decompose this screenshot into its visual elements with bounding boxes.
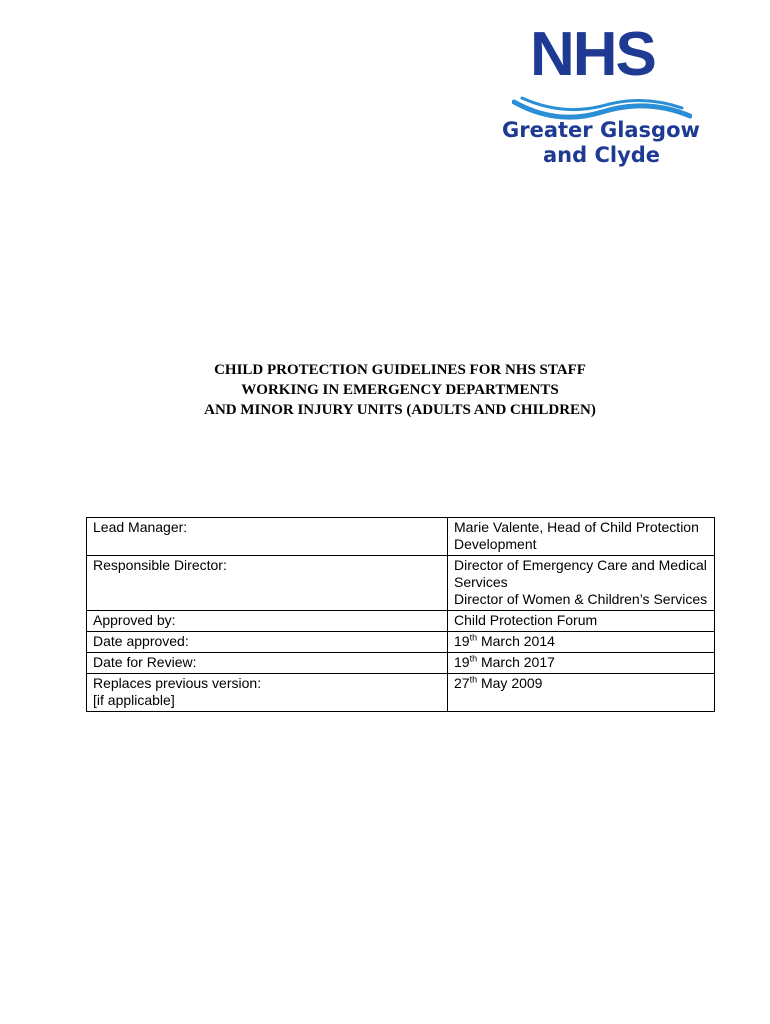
document-title: [85, 360, 715, 420]
date-review-day: 19: [454, 654, 470, 670]
logo-line-2: and Clyde: [543, 143, 661, 167]
responsible-director-value-2: Director of Women & Children’s Services: [454, 591, 708, 607]
lead-manager-value: Marie Valente, Head of Child Protection Development: [448, 518, 715, 556]
responsible-director-label: Responsible Director:: [87, 556, 448, 611]
replaces-suffix: th: [469, 674, 478, 685]
title-line-3: AND MINOR INJURY UNITS (ADULTS AND CHILDREN): [204, 402, 596, 418]
table-row: [87, 518, 715, 556]
logo-wave-icon: [512, 86, 692, 122]
replaces-rest: May 2009: [477, 675, 543, 691]
replaces-label-2: [if applicable]: [93, 692, 175, 708]
replaces-label-1: Replaces previous version:: [93, 675, 262, 691]
date-review-label: Date for Review:: [87, 653, 448, 674]
table-row: [87, 632, 715, 653]
responsible-director-value: [448, 556, 715, 611]
logo-nhs-text: NHS: [530, 20, 655, 89]
title-line-1: CHILD PROTECTION GUIDELINES FOR NHS STAFF: [214, 362, 586, 378]
nhs-logo: [498, 20, 714, 170]
responsible-director-value-1: Director of Emergency Care and Medical Services: [454, 557, 707, 590]
date-review-rest: March 2017: [477, 654, 555, 670]
date-approved-label: Date approved:: [87, 632, 448, 653]
table-row: [87, 556, 715, 611]
document-info-table: [86, 517, 715, 712]
date-review-suffix: th: [469, 653, 478, 664]
title-line-2: WORKING IN EMERGENCY DEPARTMENTS: [241, 382, 559, 398]
lead-manager-label: Lead Manager:: [87, 518, 448, 556]
date-review-value: [448, 653, 715, 674]
replaces-label: [87, 674, 448, 712]
approved-by-value: Child Protection Forum: [448, 611, 715, 632]
date-approved-day: 19: [454, 633, 470, 649]
approved-by-label: Approved by:: [87, 611, 448, 632]
logo-line-1: Greater Glasgow: [502, 118, 700, 142]
table-row: [87, 611, 715, 632]
table-row: [87, 653, 715, 674]
date-approved-rest: March 2014: [477, 633, 555, 649]
replaces-day: 27: [454, 675, 470, 691]
date-approved-suffix: th: [469, 632, 478, 643]
date-approved-value: [448, 632, 715, 653]
replaces-value: [448, 674, 715, 712]
table-row: [87, 674, 715, 712]
